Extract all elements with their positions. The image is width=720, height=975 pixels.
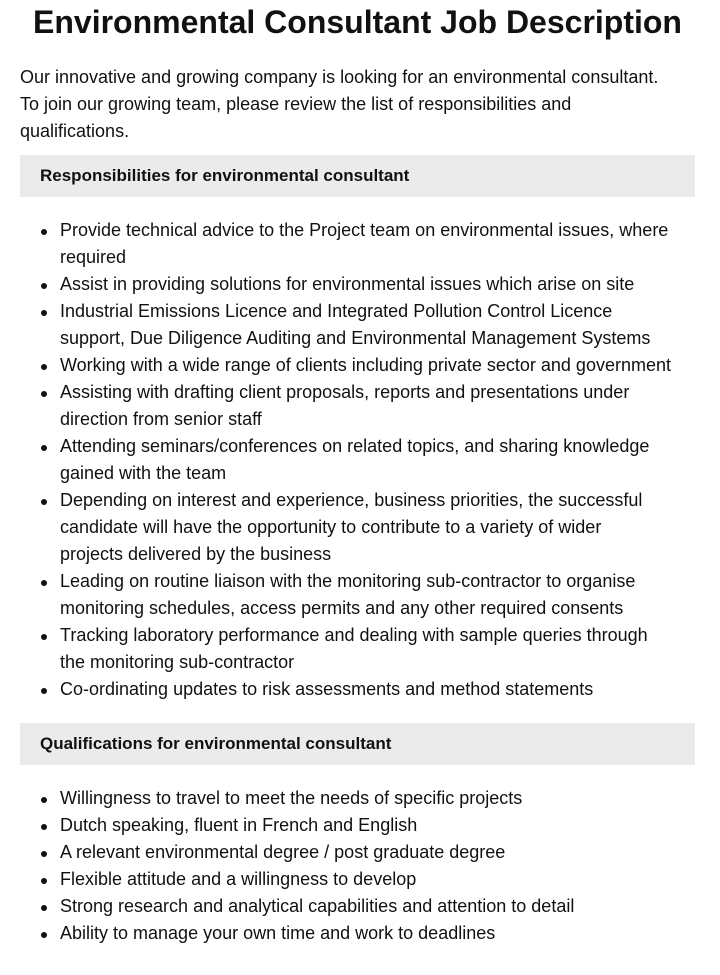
responsibility-item: Tracking laboratory performance and dealing with sample queries through the monitoring sub-contractor bbox=[20, 622, 695, 676]
responsibility-item: Co-ordinating updates to risk assessments and method statements bbox=[20, 676, 695, 703]
responsibility-item: Provide technical advice to the Project team on environmental issues, where required bbox=[20, 217, 695, 271]
job-description-page bbox=[20, 0, 695, 947]
responsibility-item: Attending seminars/conferences on related topics, and sharing knowledge gained with the team bbox=[20, 433, 695, 487]
qualification-item: Flexible attitude and a willingness to develop bbox=[20, 866, 695, 893]
qualification-item: Dutch speaking, fluent in French and English bbox=[20, 812, 695, 839]
page-title: Environmental Consultant Job Description bbox=[33, 4, 682, 40]
qualifications-heading: Qualifications for environmental consultant bbox=[20, 723, 695, 765]
qualification-item: A relevant environmental degree / post graduate degree bbox=[20, 839, 695, 866]
responsibility-item: Leading on routine liaison with the monitoring sub-contractor to organise monitoring schedules, access permits and any other required consents bbox=[20, 568, 695, 622]
responsibility-item: Assisting with drafting client proposals, reports and presentations under direction from senior staff bbox=[20, 379, 695, 433]
qualification-item: Willingness to travel to meet the needs of specific projects bbox=[20, 785, 695, 812]
qualification-item: Strong research and analytical capabilities and attention to detail bbox=[20, 893, 695, 920]
responsibilities-heading: Responsibilities for environmental consultant bbox=[20, 155, 695, 197]
intro-paragraph: Our innovative and growing company is looking for an environmental consultant. To join our growing team, please review the list of responsibilities and qualifications. bbox=[20, 67, 659, 141]
responsibility-item: Working with a wide range of clients including private sector and government bbox=[20, 352, 695, 379]
responsibility-item: Assist in providing solutions for environmental issues which arise on site bbox=[20, 271, 695, 298]
qualification-item: Ability to manage your own time and work to deadlines bbox=[20, 920, 695, 947]
responsibility-item: Depending on interest and experience, business priorities, the successful candidate will have the opportunity to contribute to a variety of wider projects delivered by the business bbox=[20, 487, 695, 568]
qualifications-list bbox=[20, 785, 695, 947]
responsibility-item: Industrial Emissions Licence and Integrated Pollution Control Licence support, Due Diligence Auditing and Environmental Management Systems bbox=[20, 298, 695, 352]
responsibilities-list bbox=[20, 217, 695, 703]
